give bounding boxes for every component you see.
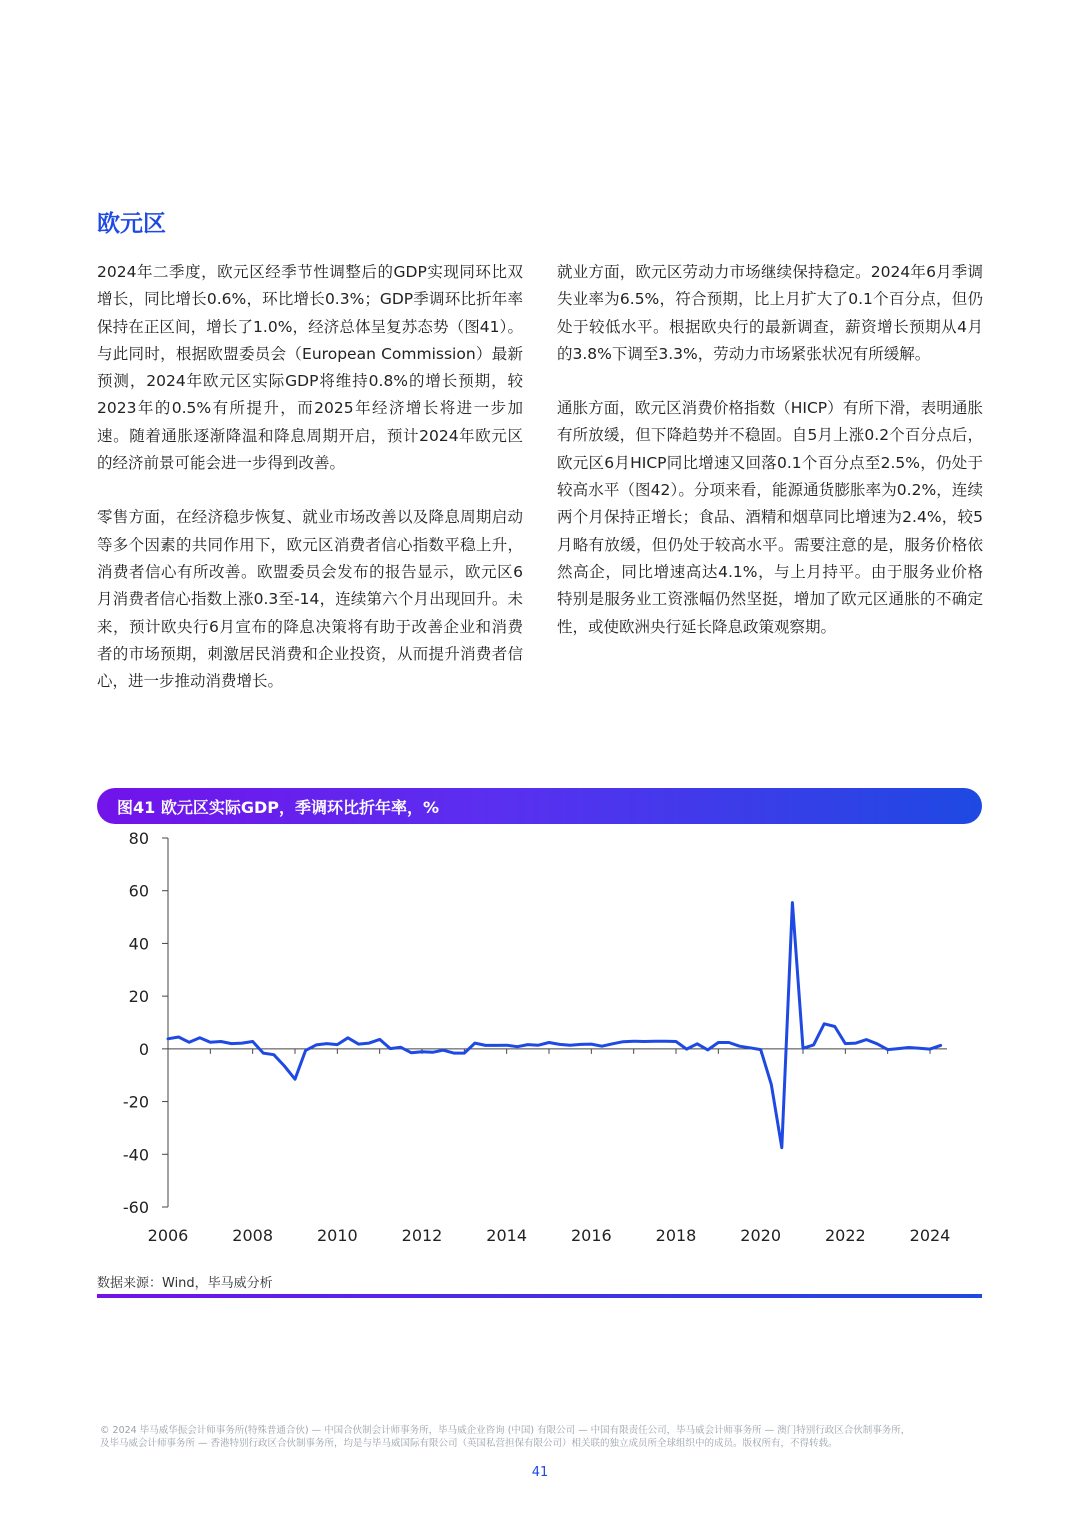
y-tick-label: -20 xyxy=(122,1092,149,1112)
y-tick-label: -60 xyxy=(122,1198,149,1217)
x-tick-label: 2024 xyxy=(909,1226,951,1245)
x-tick-label: 2012 xyxy=(401,1226,443,1245)
page-number: 41 xyxy=(531,1465,549,1480)
gdp-line-chart xyxy=(97,824,982,1264)
right-text-column xyxy=(557,259,983,668)
copyright-line-2: 及毕马威会计师事务所 — 香港特别行政区合伙制事务所，均是与毕马威国际有限公司（英国私营担保有限公司）相关联的独立成员所全球组织中的成员。版权所有，不得转载。 xyxy=(100,1438,838,1449)
paragraph-gdp: 2024年二季度，欧元区经季节性调整后的GDP实现同环比双增长，同比增长0.6%，环比增长0.3%；GDP季调环比折年率保持在正区间，增长了1.0%，经济总体呈复苏态势（图41）。与此同时，根据欧盟委员会（European Commission）最新预测，2024年欧元区实际GDP将维持0.8%的增长预期，较2023年的0.5%有所提升，而2025年经济增长将进一步加速。随着通胀逐渐降温和降息周期开启，预计2024年欧元区的经济前景可能会进一步得到改善。 xyxy=(97,263,523,473)
y-tick-label: 0 xyxy=(138,1039,149,1059)
y-tick-label: 40 xyxy=(128,934,149,954)
x-tick-label: 2014 xyxy=(486,1226,528,1245)
x-tick-label: 2006 xyxy=(147,1226,189,1245)
y-tick-label: 60 xyxy=(128,881,149,901)
x-tick-label: 2016 xyxy=(570,1226,612,1245)
copyright-footer xyxy=(100,1424,982,1450)
figure-title: 图41 欧元区实际GDP，季调环比折年率，% xyxy=(117,797,440,817)
x-tick-label: 2020 xyxy=(740,1226,782,1245)
section-title: 欧元区 xyxy=(97,211,166,237)
x-tick-label: 2008 xyxy=(232,1226,274,1245)
copyright-line-1: © 2024 毕马威华振会计师事务所(特殊普通合伙) — 中国合伙制会计师事务所，毕马威企业咨询 (中国) 有限公司 — 中国有限责任公司，毕马威会计师事务所 — 澳门特别行政区合伙制事务所， xyxy=(100,1425,911,1436)
left-text-column xyxy=(97,259,523,722)
x-tick-label: 2010 xyxy=(316,1226,358,1245)
x-tick-label: 2022 xyxy=(824,1226,866,1245)
chart-svg xyxy=(97,824,982,1264)
gdp-series-line xyxy=(168,903,941,1148)
bottom-gradient-rule xyxy=(97,1294,982,1298)
data-source: 数据来源：Wind，毕马威分析 xyxy=(97,1276,273,1291)
figure-title-banner xyxy=(97,788,982,824)
paragraph-retail: 零售方面，在经济稳步恢复、就业市场改善以及降息周期启动等多个因素的共同作用下，欧元区消费者信心指数平稳上升，消费者信心有所改善。欧盟委员会发布的报告显示，欧元区6月消费者信心指数上涨0.3至-14，连续第六个月出现回升。未来，预计欧央行6月宣布的降息决策将有助于改善企业和消费者的市场预期，刺激居民消费和企业投资，从而提升消费者信心，进一步推动消费增长。 xyxy=(97,508,523,691)
y-tick-label: 80 xyxy=(128,829,149,848)
y-tick-label: -40 xyxy=(122,1145,149,1165)
y-tick-label: 20 xyxy=(128,987,149,1007)
paragraph-employment: 就业方面，欧元区劳动力市场继续保持稳定。2024年6月季调失业率为6.5%，符合预期，比上月扩大了0.1个百分点，但仍处于较低水平。根据欧央行的最新调查，薪资增长预期从4月的3.8%下调至3.3%，劳动力市场紧张状况有所缓解。 xyxy=(557,263,983,363)
paragraph-inflation: 通胀方面，欧元区消费价格指数（HICP）有所下滑，表明通胀有所放缓，但下降趋势并不稳固。自5月上涨0.2个百分点后，欧元区6月HICP同比增速又回落0.1个百分点至2.5%，仍处于较高水平（图42）。分项来看，能源通货膨胀率为0.2%，连续两个月保持正增长；食品、酒精和烟草同比增速为2.4%，较5月略有放缓，但仍处于较高水平。需要注意的是，服务价格依然高企，同比增速高达4.1%，与上月持平。由于服务业价格特别是服务业工资涨幅仍然坚挺，增加了欧元区通胀的不确定性，或使欧洲央行延长降息政策观察期。 xyxy=(557,399,983,636)
x-tick-label: 2018 xyxy=(655,1226,697,1245)
